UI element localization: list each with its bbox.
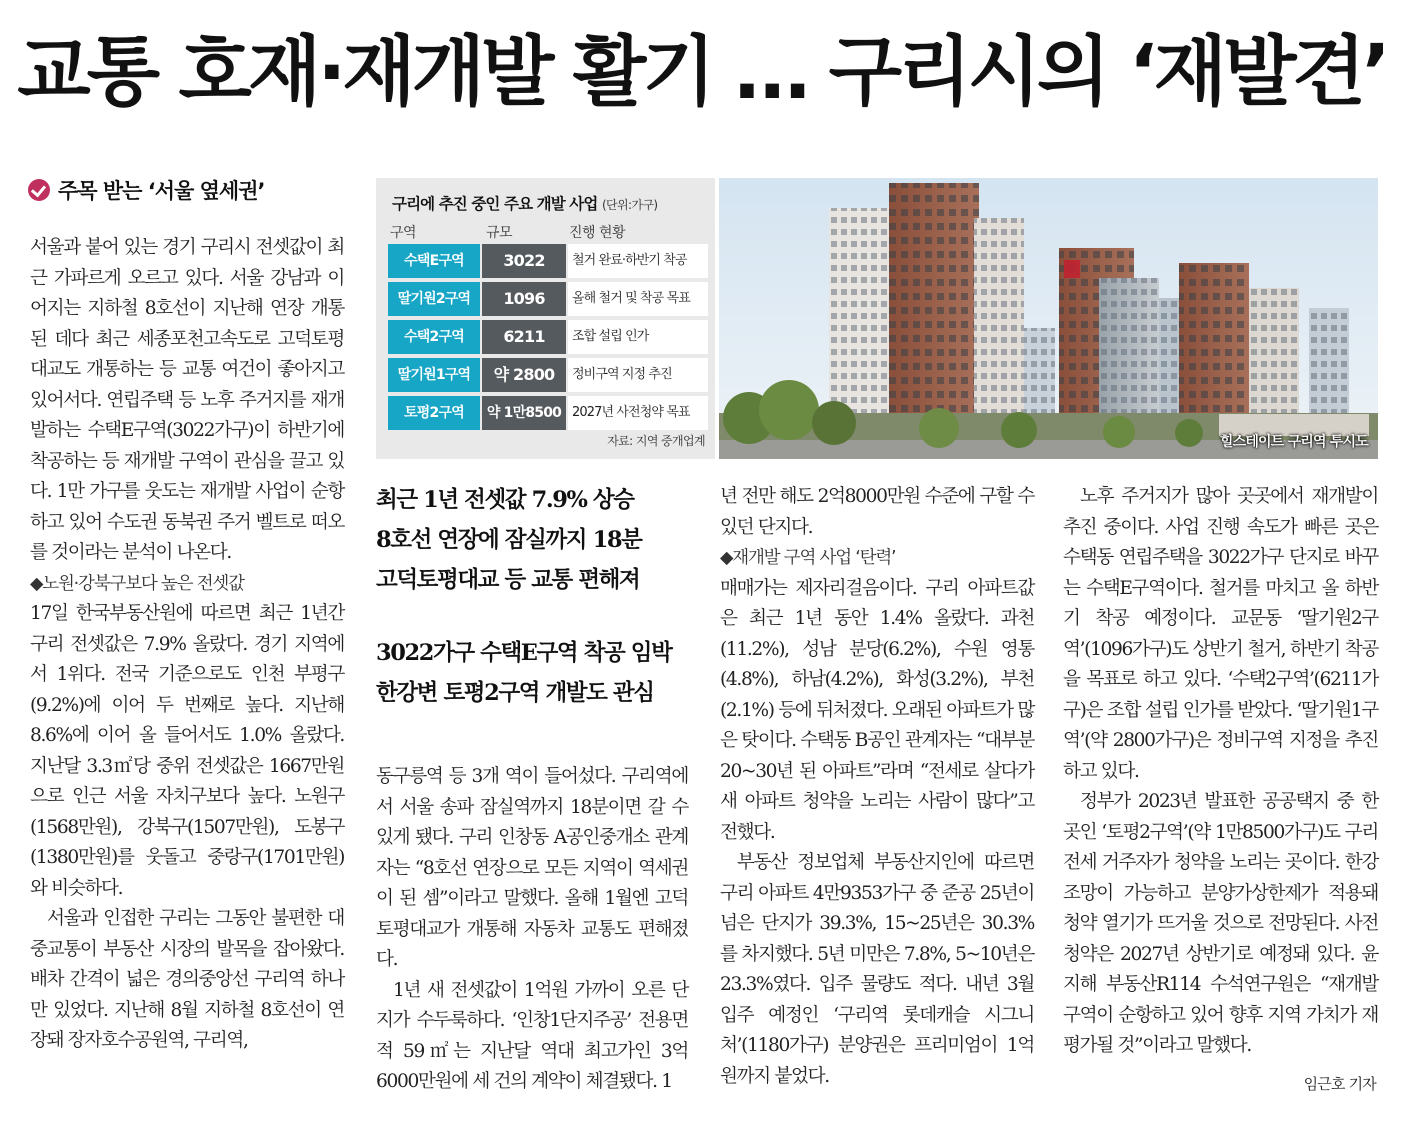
- table-cell-status: 조합 설립 인가: [568, 320, 708, 354]
- table-cell-zone: 토평2구역: [388, 396, 480, 430]
- table-cell-zone: 딸기원2구역: [388, 282, 480, 316]
- table-header-zone: 구역: [390, 225, 417, 241]
- table-cell-status: 올해 철거 및 착공 목표: [568, 282, 708, 316]
- table-header-size: 규모: [486, 225, 513, 241]
- section-subhead: ◆노원·강북구보다 높은 전셋값: [30, 573, 244, 594]
- subheadline-deck-1: [376, 480, 706, 600]
- deck-line: 최근 1년 전셋값 7.9% 상승: [376, 487, 634, 513]
- article-column-3: [720, 482, 1034, 1092]
- byline: 임근호 기자: [1303, 1075, 1376, 1093]
- article-paragraph: 부동산 정보업체 부동산지인에 따르면 구리 아파트 4만9353가구 중 준공 25년이 넘은 단지가 39.3%, 15~25년은 30.3%를 차지했다. 5년 미만은 7.8%, 5~10년은 23.3%였다. 입주 물량도 적다. 내년 3월 입주 예정인 ‘구리역 롯데캐슬 시그니처’(1180가구) 분양권은 프리미엄이 1억원까지 붙었다.: [720, 852, 1034, 1087]
- article-paragraph: 17일 한국부동산원에 따르면 최근 1년간 구리 전셋값은 7.9% 올랐다. 경기 지역에서 1위다. 전국 기준으로도 인천 부평구(9.2%)에 이어 두 번째로 높다. 지난해 8.6%에 이어 올 들어서도 1.0% 올랐다. 지난달 3.3㎡당 중위 전셋값은 1667만원으로 인근 서울 자치구보다 높다. 노원구(1568만원), 강북구(1507만원), 도봉구(1380만원)를 웃돌고 중랑구(1701만원)와 비슷하다.: [30, 603, 344, 899]
- section-subhead: ◆재개발 구역 사업 ‘탄력’: [720, 548, 896, 568]
- headline: 교통 호재·재개발 활기 … 구리시의 ‘재발견’: [17, 27, 1387, 116]
- table-cell-status: 정비구역 지정 추진: [568, 358, 708, 392]
- article-paragraph: 서울과 인접한 구리는 그동안 불편한 대중교통이 부동산 시장의 발목을 잡아왔다. 배차 간격이 넓은 경의중앙선 구리역 하나만 있었다. 지난해 8월 지하철 8호선이 연장돼 장자호수공원역, 구리역,: [30, 908, 344, 1051]
- deck-line: 3022가구 수택E구역 착공 임박: [376, 640, 672, 666]
- kicker-text: 주목 받는 ‘서울 옆세권’: [58, 179, 265, 203]
- table-cell-zone: 수택E구역: [388, 244, 480, 278]
- subheadline-deck-2: [376, 633, 706, 713]
- article-paragraph: 1년 새 전셋값이 1억원 가까이 오른 단지가 수두룩하다. ‘인창1단지주공’ 전용면적 59㎡는 지난달 역대 최고가인 3억6000만원에 세 건의 계약이 체결됐다. 1: [376, 979, 688, 1092]
- deck-line: 8호선 연장에 잠실까지 18분: [376, 527, 642, 553]
- check-circle-icon: [28, 179, 50, 201]
- article-paragraph: 서울과 붙어 있는 경기 구리시 전셋값이 최근 가파르게 오르고 있다. 서울 강남과 이어지는 지하철 8호선이 지난해 연장 개통된 데다 최근 세종포천고속도로 고덕토평대교도 개통하는 등 교통 여건이 좋아지고 있어서다. 연립주택 등 노후 주거지를 재개발하는 수택E구역(3022가구)이 하반기에 착공하는 등 재개발 구역이 관심을 끌고 있다. 1만 가구를 웃도는 재개발 사업이 순항하고 있어 수도권 동북권 주거 벨트로 떠오를 것이라는 분석이 나온다.: [30, 237, 344, 563]
- table-cell-zone: 수택2구역: [388, 320, 480, 354]
- table-title-text: 구리에 추진 중인 주요 개발 사업: [392, 195, 598, 213]
- table-source: 자료: 지역 중개업계: [607, 434, 705, 448]
- deck-line: 한강변 토평2구역 개발도 관심: [376, 680, 654, 706]
- table-row: [388, 244, 708, 278]
- deck-line: 고덕토평대교 등 교통 편해져: [376, 567, 640, 593]
- table-header-status: 진행 현황: [569, 225, 626, 241]
- article-paragraph: 매매가는 제자리걸음이다. 구리 아파트값은 최근 1년 동안 1.4% 올랐다. 과천(11.2%), 성남 분당(6.2%), 수원 영통(4.8%), 하남(4.2%), 화성(3.2%), 부천(2.1%) 등에 뒤처졌다. 오래된 아파트가 많은 탓이다. 수택동 B공인 관계자는 “대부분 20~30년 된 아파트”라며 “전세로 살다가 새 아파트 청약을 노리는 사람이 많다”고 전했다.: [720, 577, 1034, 843]
- table-cell-size: 6211: [482, 320, 566, 354]
- table-cell-size: 3022: [482, 244, 566, 278]
- kicker: [28, 175, 264, 205]
- table-row: [388, 396, 708, 430]
- table-title: [392, 192, 658, 214]
- table-row: [388, 358, 708, 392]
- table-row: [388, 320, 708, 354]
- article-column-2: [376, 762, 688, 1098]
- table-row: [388, 282, 708, 316]
- table-cell-size: 1096: [482, 282, 566, 316]
- photo-caption: 힐스테이트 구리역 투시도: [1219, 434, 1368, 450]
- table-cell-status: 철거 완료·하반기 착공: [568, 244, 708, 278]
- table-cell-size: 약 2800: [482, 358, 566, 392]
- apartment-rendering-image: [719, 178, 1378, 459]
- article-paragraph: 정부가 2023년 발표한 공공택지 중 한 곳인 ‘토평2구역’(약 1만8500가구)도 구리 전세 거주자가 청약을 노리는 곳이다. 한강 조망이 가능하고 분양가상한제가 적용돼 청약 열기가 뜨거울 것으로 전망된다. 사전청약은 2027년 상반기로 예정돼 있다. 윤지해 부동산R114 수석연구원은 “재개발 구역이 순항하고 있어 향후 지역 가치가 재평가될 것”이라고 말했다.: [1063, 791, 1378, 1056]
- development-projects-table: [376, 178, 715, 459]
- article-column-1: [30, 233, 344, 1057]
- table-cell-zone: 딸기원1구역: [388, 358, 480, 392]
- table-unit: (단위:가구): [601, 198, 658, 212]
- article-paragraph: 동구릉역 등 3개 역이 들어섰다. 구리역에서 서울 송파 잠실역까지 18분이면 갈 수 있게 됐다. 구리 인창동 A공인중개소 관계자는 “8호선 연장으로 모든 지역이 역세권이 된 셈”이라고 말했다. 올해 1월엔 고덕토평대교가 개통해 자동차 교통도 편해졌다.: [376, 766, 688, 970]
- apartment-rendering-photo: [719, 178, 1378, 459]
- article-column-4: [1063, 482, 1378, 1062]
- article-paragraph: 년 전만 해도 2억8000만원 수준에 구할 수 있던 단지다.: [720, 486, 1034, 538]
- table-cell-size: 약 1만8500: [482, 396, 566, 430]
- table-cell-status: 2027년 사전청약 목표: [568, 396, 708, 430]
- article-paragraph: 노후 주거지가 많아 곳곳에서 재개발이 추진 중이다. 사업 진행 속도가 빠른 곳은 수택동 연립주택을 3022가구 단지로 바꾸는 수택E구역이다. 철거를 마치고 올 하반기 착공 예정이다. 교문동 ‘딸기원2구역’(1096가구)도 상반기 철거, 하반기 착공을 목표로 하고 있다. ‘수택2구역’(6211가구)은 조합 설립 인가를 받았다. ‘딸기원1구역’(약 2800가구)은 정비구역 지정을 추진하고 있다.: [1063, 486, 1378, 782]
